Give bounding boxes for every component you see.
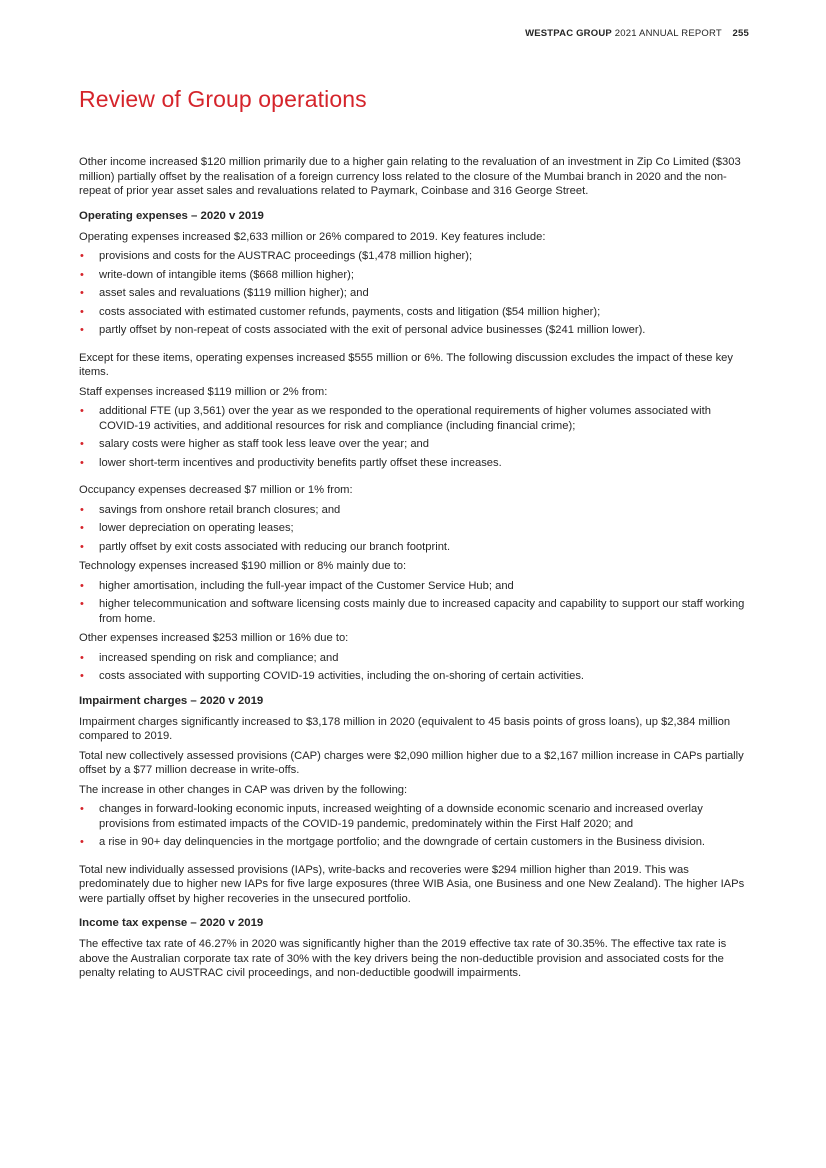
impairment-p3: The increase in other changes in CAP was driven by the following:: [79, 783, 408, 796]
header-report: 2021 ANNUAL REPORT: [614, 28, 722, 39]
bullet-icon: •: [80, 438, 84, 450]
bullet-icon: •: [80, 836, 84, 848]
staff-list: [79, 404, 751, 470]
list-item: • higher telecommunication and software licensing costs mainly due to increased capacity and capability to support our staff working from home.: [80, 598, 745, 625]
bullet-icon: •: [80, 250, 84, 262]
list-item: • write-down of intangible items ($668 million higher);: [80, 268, 354, 281]
list-item: • costs associated with supporting COVID-19 activities, including the on-shoring of certain activities.: [80, 670, 585, 682]
key-features-list: [79, 249, 751, 338]
other-income-paragraph: Other income increased $120 million primarily due to a higher gain relating to the revaluation of an investment in Zip Co Limited ($303 million) partially offset by the realisation of a foreign currency loss related to the closure of the Mumbai branch in 2020 and the non-repeat of prior year asset sales and revaluations related to Paymark, Coinbase and 316 George Street.: [79, 156, 741, 197]
list-item: • a rise in 90+ day delinquencies in the mortgage portfolio; and the downgrade of certain customers in the Business division.: [80, 836, 706, 848]
operating-expenses-heading: Operating expenses – 2020 v 2019: [79, 209, 264, 222]
bullet-icon: •: [80, 268, 84, 281]
bullet-icon: •: [80, 305, 84, 318]
technology-list: [79, 579, 751, 627]
list-item: • lower short-term incentives and productivity benefits partly offset these increases.: [80, 456, 502, 469]
technology-intro: Technology expenses increased $190 million or 8% mainly due to:: [79, 560, 407, 572]
operating-expenses-intro: Operating expenses increased $2,633 million or 26% compared to 2019. Key features include:: [79, 230, 546, 243]
occupancy-intro: Occupancy expenses decreased $7 million or 1% from:: [79, 484, 353, 496]
bullet-icon: •: [80, 670, 84, 682]
bullet-icon: •: [80, 598, 84, 610]
income-tax-paragraph: The effective tax rate of 46.27% in 2020 was significantly higher than the 2019 effective tax rate of 30.35%. The effective tax rate is above the Australian corporate tax rate of 30% with the key drivers being the non-deductible provision and associated costs for the penalty relating to AUSTRAC civil proceedings, and non-deductible goodwill impairments.: [79, 938, 727, 979]
staff-intro: Staff expenses increased $119 million or 2% from:: [79, 385, 328, 398]
list-item: • partly offset by non-repeat of costs associated with the exit of personal advice businesses ($241 million lower).: [80, 324, 646, 336]
bullet-icon: •: [80, 579, 84, 592]
bullet-icon: •: [80, 324, 84, 336]
list-item: • additional FTE (up 3,561) over the year as we responded to the operational requirements of higher volumes associated with COVID-19 activities, and additional resources for risk and compliance (including financial crime);: [80, 405, 711, 432]
list-item: • provisions and costs for the AUSTRAC proceedings ($1,478 million higher);: [80, 250, 473, 262]
list-item: • higher amortisation, including the full-year impact of the Customer Service Hub; and: [80, 579, 514, 592]
except-paragraph: Except for these items, operating expenses increased $555 million or 6%. The following discussion excludes the impact of these key items.: [79, 351, 733, 378]
bullet-icon: •: [80, 503, 84, 516]
bullet-icon: •: [80, 522, 84, 534]
list-item: • increased spending on risk and compliance; and: [80, 651, 339, 664]
list-item: • asset sales and revaluations ($119 million higher); and: [80, 287, 369, 299]
main-content: [79, 155, 751, 986]
bullet-icon: •: [80, 803, 84, 815]
bullet-icon: •: [80, 287, 84, 299]
list-item: • salary costs were higher as staff took less leave over the year; and: [80, 438, 429, 450]
impairment-p1: Impairment charges significantly increased to $3,178 million in 2020 (equivalent to 45 basis points of gross loans), up $2,384 million compared to 2019.: [79, 715, 731, 742]
impairment-p2: Total new collectively assessed provisions (CAP) charges were $2,090 million higher due to a $2,167 million increase in CAPs partially offset by a $77 million decrease in write-offs.: [79, 749, 744, 776]
list-item: • savings from onshore retail branch closures; and: [80, 503, 341, 516]
income-tax-heading: Income tax expense – 2020 v 2019: [79, 917, 264, 929]
running-header: [525, 28, 749, 39]
bullet-icon: •: [80, 456, 84, 469]
header-brand: WESTPAC GROUP: [525, 28, 612, 39]
impairment-list: [79, 802, 751, 850]
list-item: • partly offset by exit costs associated with reducing our branch footprint.: [80, 540, 451, 553]
impairment-p4: Total new individually assessed provisions (IAPs), write-backs and recoveries were $294 million higher than 2019. This was predominately due to higher new IAPs for five large exposures (three WIB Asia, one Business and one New Zealand). The higher IAPs were partially offset by higher recoveries in the unsecured portfolio.: [79, 863, 745, 905]
list-item: • lower depreciation on operating leases;: [80, 522, 294, 534]
list-item: • costs associated with estimated customer refunds, payments, costs and litigation ($54 million higher);: [80, 305, 601, 318]
list-item: • changes in forward-looking economic inputs, increased weighting of a downside economic scenario and increased overlay provisions from estimated impacts of the COVID-19 pandemic, predominately within the First Half 2020; and: [80, 803, 703, 830]
other-expenses-intro: Other expenses increased $253 million or 16% due to:: [79, 632, 349, 644]
impairment-heading: Impairment charges – 2020 v 2019: [79, 694, 264, 707]
bullet-icon: •: [80, 651, 84, 664]
page-number: 255: [732, 28, 749, 39]
occupancy-list: [79, 503, 751, 555]
other-expenses-list: [79, 651, 751, 684]
bullet-icon: •: [80, 405, 84, 417]
bullet-icon: •: [80, 540, 84, 553]
page-title: Review of Group operations: [79, 86, 367, 112]
